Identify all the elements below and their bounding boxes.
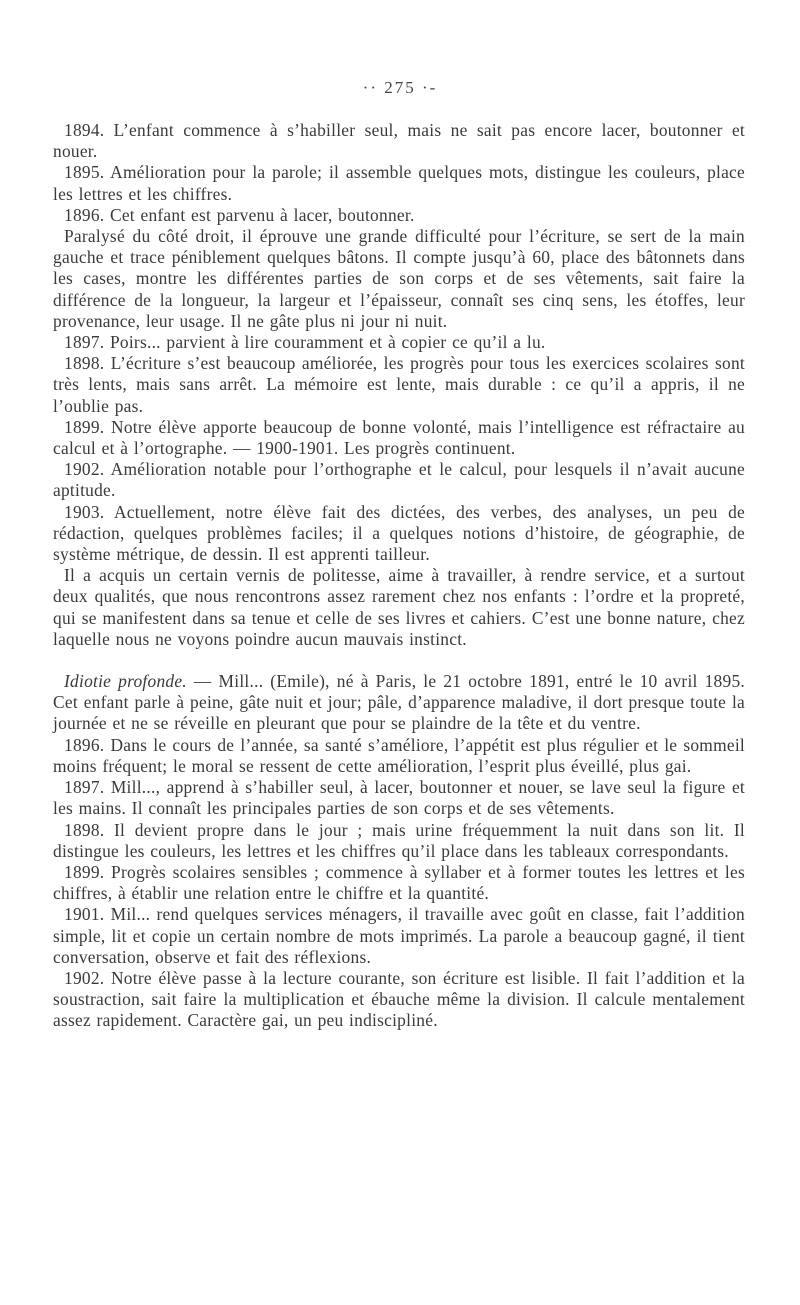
paragraph-1895: 1895. Amélioration pour la parole; il assemble quelques mots, distingue les couleurs, place les lettres et les chiffres.: [53, 162, 745, 204]
paragraph-politesse: Il a acquis un certain vernis de politesse, aime à travailler, à rendre service, et a surtout deux qualités, que nous rencontrons assez rarement chez nos enfants : l’ordre et la propreté, qui se manifestent dans sa tenue et celle de ses livres et cahiers. C’est une bonne nature, chez laquelle nous ne voyons poindre aucun mauvais instinct.: [53, 565, 745, 649]
paragraph-1899: 1899. Notre élève apporte beaucoup de bonne volonté, mais l’intelligence est réfractaire au calcul et à l’ortographe. — 1900-1901. Les progrès continuent.: [53, 416, 745, 459]
page-number: ·· 275 ·-: [362, 78, 438, 97]
section-paragraph-1899: 1899. Progrès scolaires sensibles ; commence à syllaber et à former toutes les lettres et les chiffres, à établir une relation entre le chiffre et la quantité.: [53, 861, 745, 904]
paragraph-1894: 1894. L’enfant commence à s’habiller seul, mais ne sait pas encore lacer, boutonner et nouer.: [53, 120, 745, 162]
paragraph-1897: 1897. Poirs... parvient à lire couramment et à copier ce qu’il a lu.: [64, 332, 546, 353]
section-intro: — Mill... (Emile), né à Paris, le 21 octobre 1891, entré le 10 avril 1895. Cet enfant parle à peine, gâte nuit et jour; pâle, d’apparence maladive, il dort presque toute la journée et ne se réveille en pleurant que pour se plaindre de la tête et du ventre.: [53, 671, 745, 734]
section-paragraph-1896: 1896. Dans le cours de l’année, sa santé s’améliore, l’appétit est plus régulier et le sommeil moins fréquent; le moral se ressent de cette amélioration, l’esprit plus éveillé, plus gai.: [53, 734, 745, 776]
paragraph-1896: 1896. Cet enfant est parvenu à lacer, boutonner.: [64, 204, 415, 225]
paragraph-paralyse: Paralysé du côté droit, il éprouve une grande difficulté pour l’écriture, se sert de la main gauche et trace péniblement quelques bâtons. Il compte jusqu’à 60, place des bâtonnets dans les cases, montre les différentes parties de son corps et de ses vêtements, sait faire la différence de la longueur, la largeur et l’épaisseur, connaît ses cinq sens, les étoffes, leur provenance, leur usage. Il ne gâte plus ni jour ni nuit.: [53, 226, 745, 331]
paragraph-1898: 1898. L’écriture s’est beaucoup améliorée, les progrès pour tous les exercices scolaires sont très lents, mais sans arrêt. La mémoire est lente, mais durable : ce qu’il a appris, il ne l’oublie pas.: [53, 353, 745, 416]
section-paragraph-1898: 1898. Il devient propre dans le jour ; mais urine fréquemment la nuit dans son lit. Il distingue les couleurs, les lettres et les chiffres qu’il place dans les tableaux correspondants.: [53, 819, 745, 861]
section-title: Idiotie profonde.: [64, 671, 187, 692]
section-paragraph-1902: 1902. Notre élève passe à la lecture courante, son écriture est lisible. Il fait l’addition et la soustraction, sait faire la multiplication et ébauche même la division. Il calcule mentalement assez rapidement. Caractère gai, un peu indiscipliné.: [53, 967, 745, 1031]
paragraph-1903: 1903. Actuellement, notre élève fait des dictées, des verbes, des analyses, un peu de rédaction, quelques problèmes faciles; il a quelques notions d’histoire, de géographie, de système métrique, de dessin. Il est apprenti tailleur.: [53, 501, 745, 565]
section-paragraph-1897: 1897. Mill..., apprend à s’habiller seul, à lacer, boutonner et nouer, se lave seul la figure et les mains. Il connaît les principales parties de son corps et de ses vêtements.: [53, 777, 745, 819]
section-intro-paragraph: [53, 671, 745, 735]
paragraph-1902: 1902. Amélioration notable pour l’orthographe et le calcul, pour lesquels il n’avait aucune aptitude.: [53, 459, 745, 501]
page-text: [53, 120, 745, 1032]
section-paragraph-1901: 1901. Mil... rend quelques services ménagers, il travaille avec goût en classe, fait l’addition simple, lit et copie un certain nombre de mots imprimés. La parole a beaucoup gagné, il tient conversation, observe et fait des réflexions.: [53, 904, 745, 967]
